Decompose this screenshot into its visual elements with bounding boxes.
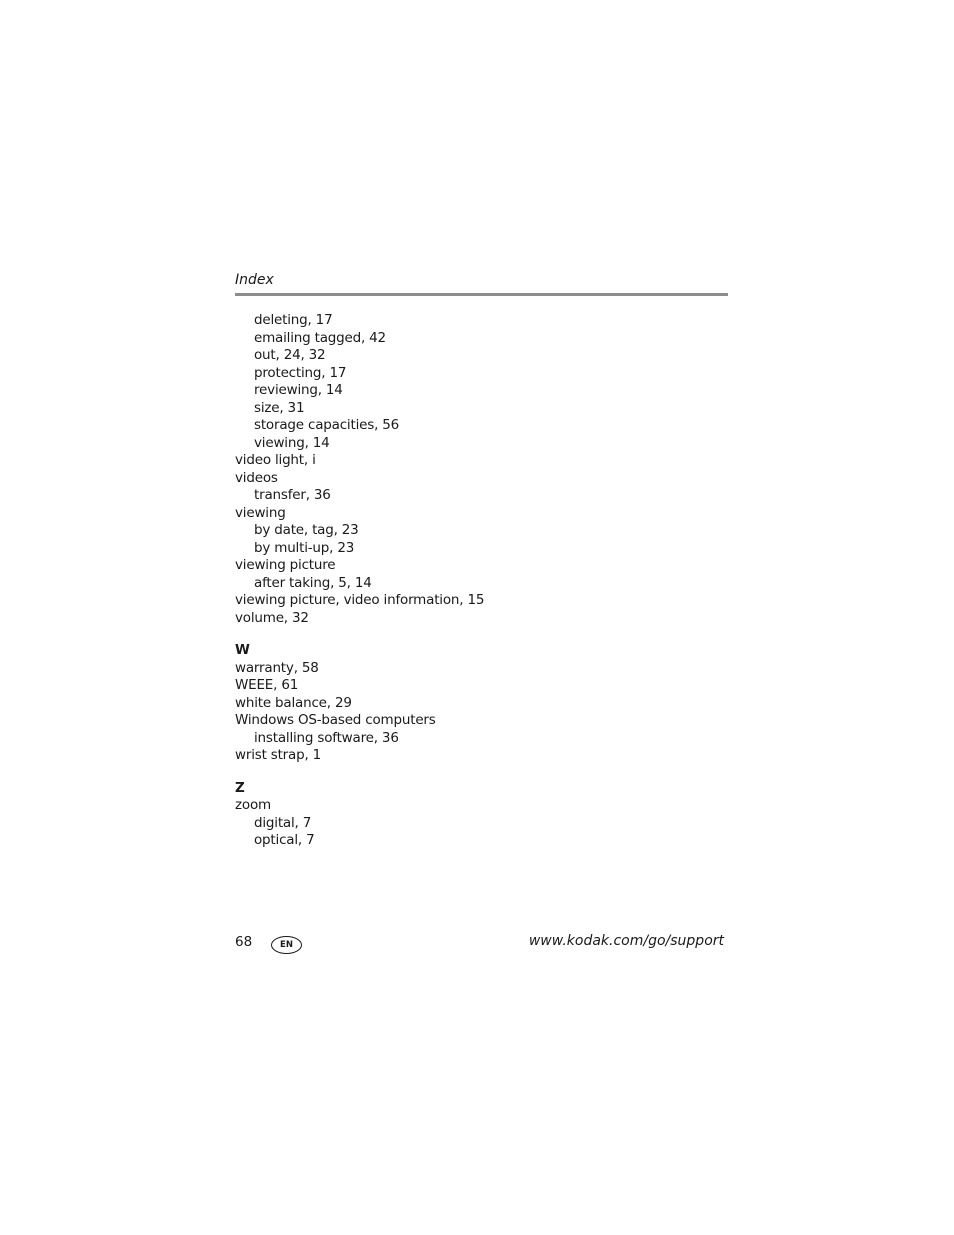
index-entry: viewing picture [235,557,336,573]
index-subentry: transfer, 36 [254,487,331,503]
index-subentry: by date, tag, 23 [254,522,359,538]
running-header-title: Index [235,272,274,288]
index-list [235,312,715,850]
index-entry: white balance, 29 [235,694,352,711]
index-subentry: after taking, 5, 14 [254,574,372,591]
index-subentry: storage capacities, 56 [254,417,400,433]
index-subentry: installing software, 36 [254,729,399,746]
page-number: 68 [235,934,253,950]
index-subentry: emailing tagged, 42 [254,329,386,346]
index-entry: videos [235,469,278,486]
index-letter-heading: W [235,642,250,658]
index-subentry: optical, 7 [254,832,315,848]
index-subentry: out, 24, 32 [254,347,326,363]
index-subentry: protecting, 17 [254,364,347,381]
index-subentry: viewing, 14 [254,434,330,451]
index-subentry: deleting, 17 [254,312,333,328]
index-entry: viewing picture, video information, 15 [235,592,485,608]
index-entry: wrist strap, 1 [235,747,322,763]
index-entry: video light, i [235,452,316,468]
index-entry: viewing [235,504,286,521]
language-badge: EN [271,936,302,954]
index-entry: warranty, 58 [235,659,319,676]
index-entry: WEEE, 61 [235,677,299,693]
index-subentry: reviewing, 14 [254,382,343,398]
index-subentry: size, 31 [254,399,305,416]
support-url[interactable]: www.kodak.com/go/support [528,933,724,949]
index-subentry: by multi-up, 23 [254,539,355,556]
header-rule [235,293,728,296]
index-subentry: digital, 7 [254,814,312,831]
index-entry: volume, 32 [235,609,309,626]
index-entry: zoom [235,797,271,813]
index-letter-heading: Z [235,779,245,796]
index-entry: Windows OS-based computers [235,712,436,728]
